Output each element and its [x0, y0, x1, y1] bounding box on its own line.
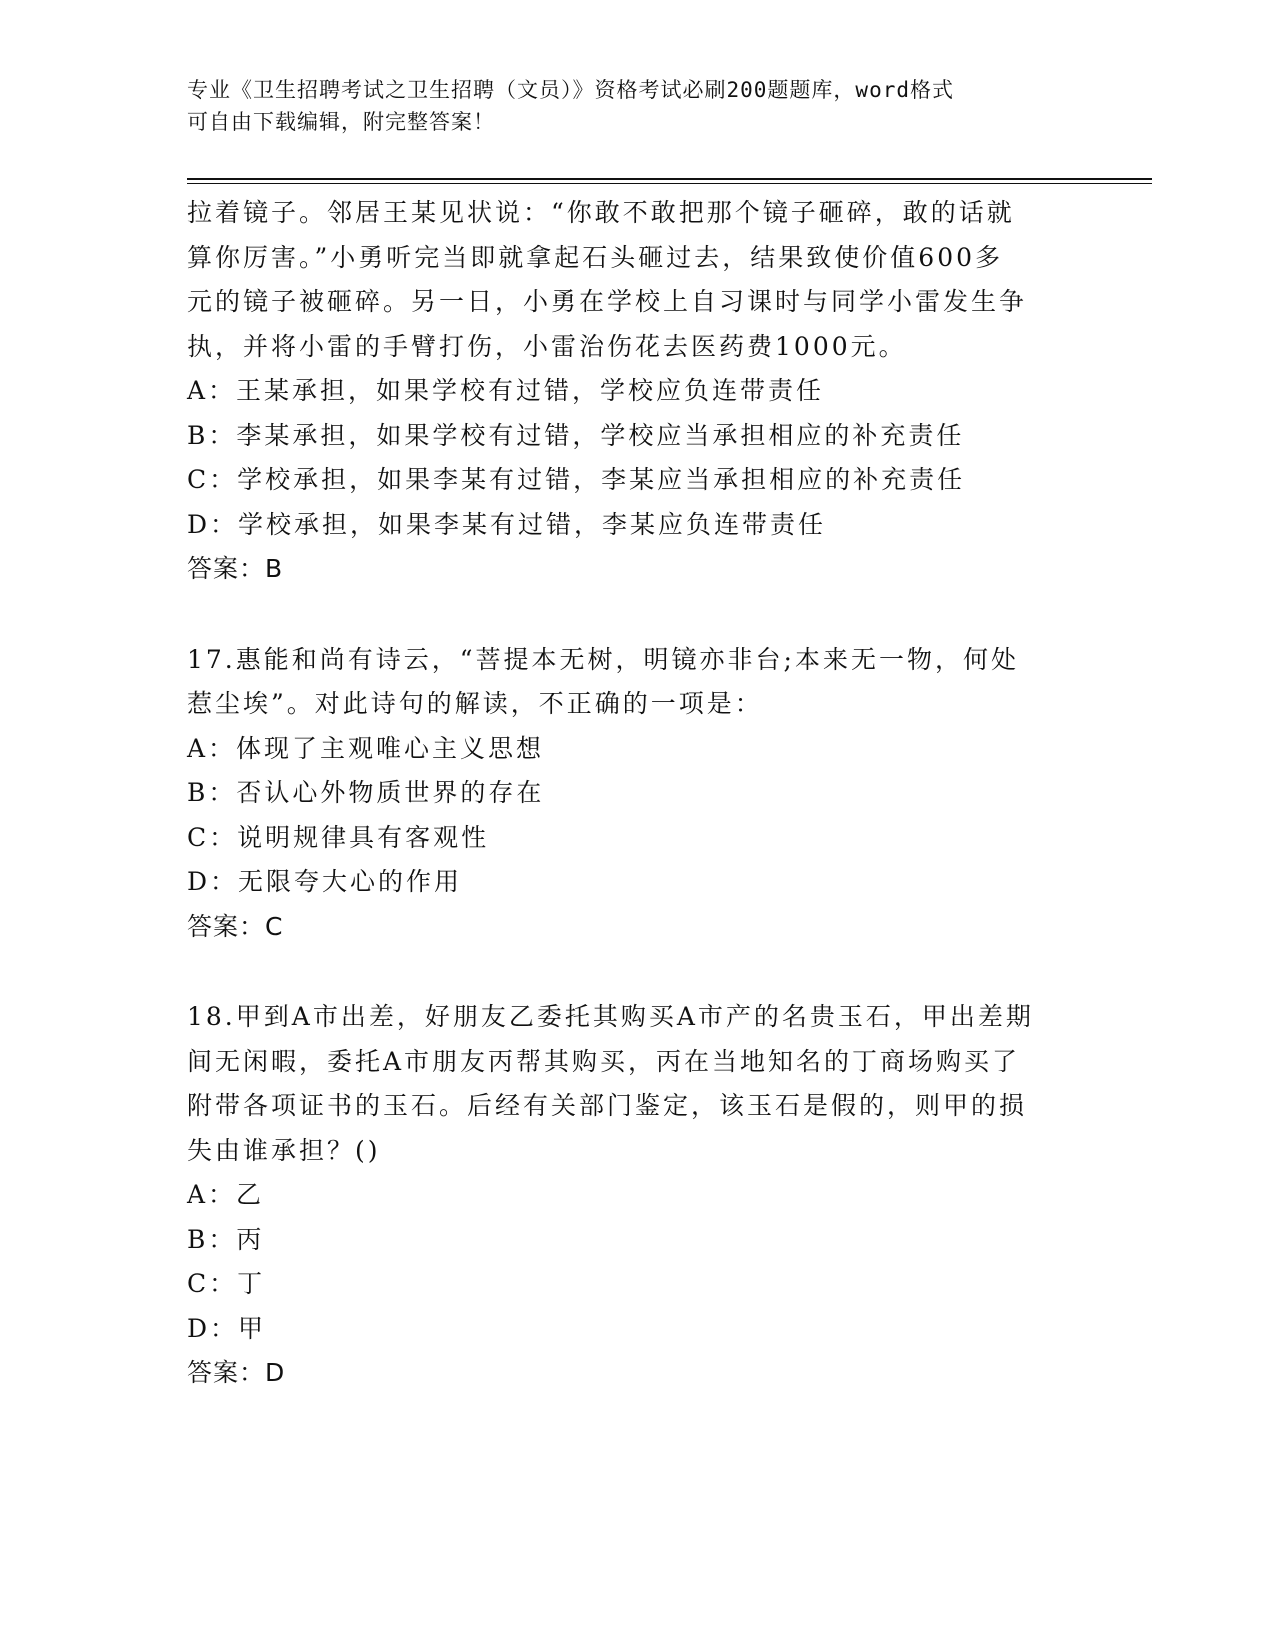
question-stem-line: 间无闲暇，委托A市朋友丙帮其购买，丙在当地知名的丁商场购买了 — [187, 1046, 1021, 1076]
question-spacer — [187, 592, 1087, 638]
option-a: A：王某承担，如果学校有过错，学校应负连带责任 — [187, 376, 825, 405]
option-c: C：丁 — [187, 1269, 266, 1298]
option-c: C：说明规律具有客观性 — [187, 822, 490, 852]
question-stem-line: 失由谁承担？() — [187, 1135, 381, 1165]
question-16 — [187, 191, 1087, 592]
header-rule-thin — [187, 183, 1152, 184]
option-a: A：乙 — [187, 1180, 265, 1209]
option-b: B：李某承担，如果学校有过错，学校应当承担相应的补充责任 — [187, 420, 965, 450]
option-a: A：体现了主观唯心主义思想 — [187, 733, 545, 763]
option-b: B：丙 — [187, 1224, 265, 1254]
document-body — [187, 191, 1087, 1396]
question-stem-line: 17.惠能和尚有诗云，“菩提本无树，明镜亦非台;本来无一物，何处 — [187, 644, 1019, 674]
answer-line: 答案：B — [187, 554, 284, 583]
document-header — [187, 74, 1067, 138]
question-stem-line: 执，并将小雷的手臂打伤，小雷治伤花去医药费1000元。 — [187, 331, 907, 361]
question-stem-line: 元的镜子被砸碎。另一日，小勇在学校上自习课时与同学小雷发生争 — [187, 287, 1028, 316]
option-d: D：甲 — [187, 1313, 267, 1343]
header-line-1: 专业《卫生招聘考试之卫生招聘（文员）》资格考试必刷200题题库，word格式 — [187, 78, 954, 102]
answer-line: 答案：C — [187, 911, 284, 941]
question-stem-line: 拉着镜子。邻居王某见状说：“你敢不敢把那个镜子砸碎，敢的话就 — [187, 198, 1015, 227]
option-b: B：否认心外物质世界的存在 — [187, 778, 545, 807]
question-spacer — [187, 949, 1087, 995]
option-d: D：学校承担，如果李某有过错，李某应负连带责任 — [187, 509, 827, 539]
option-c: C：学校承担，如果李某有过错，李某应当承担相应的补充责任 — [187, 465, 966, 494]
question-stem-line: 算你厉害。”小勇听完当即就拿起石头砸过去，结果致使价值600多 — [187, 242, 1004, 272]
question-stem-line: 附带各项证书的玉石。后经有关部门鉴定，该玉石是假的，则甲的损 — [187, 1091, 1028, 1120]
question-18 — [187, 995, 1087, 1396]
question-17 — [187, 638, 1087, 950]
option-d: D：无限夸大心的作用 — [187, 867, 463, 896]
header-rule-thick — [187, 178, 1152, 180]
question-stem-line: 惹尘埃”。对此诗句的解读，不正确的一项是： — [187, 689, 763, 718]
header-line-2: 可自由下载编辑，附完整答案！ — [187, 110, 495, 134]
answer-line: 答案：D — [187, 1358, 286, 1387]
question-stem-line: 18.甲到A市出差，好朋友乙委托其购买A市产的名贵玉石，甲出差期 — [187, 1002, 1034, 1031]
